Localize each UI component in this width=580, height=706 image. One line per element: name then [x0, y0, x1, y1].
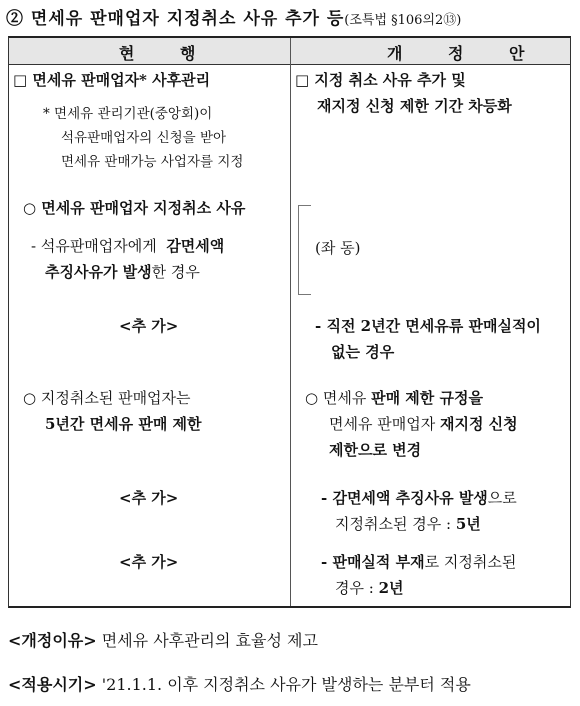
current-add1: <추 가>	[119, 317, 179, 335]
revised-new3-line2: 경우 : 2년	[335, 579, 404, 597]
current-add2: <추 가>	[119, 489, 179, 507]
header-current: 현 행	[119, 44, 216, 63]
current-note2: 석유판매업자의 신청을 받아	[61, 130, 227, 146]
title-main: ② 면세유 판매업자 지정취소 사유 추가 등	[6, 9, 345, 29]
same-bracket	[298, 205, 311, 295]
current-item3-line2: 5년간 면세유 판매 제한	[45, 415, 202, 433]
current-add3: <추 가>	[119, 553, 179, 571]
revised-new1-line1: - 직전 2년간 면세유류 판매실적이	[315, 317, 541, 335]
header-revised: 개 정 안	[387, 44, 545, 63]
effective-date	[8, 672, 471, 695]
revised-same: (좌 동)	[315, 239, 361, 257]
current-item2: ○ 면세유 판매업자 지정취소 사유	[23, 199, 246, 217]
section-title	[6, 4, 461, 29]
reason-label: <개정이유>	[8, 631, 97, 650]
revised-new3-line1: - 판매실적 부재로 지정취소된	[321, 553, 517, 571]
revised-item2-line1: ○ 면세유 판매 제한 규정을	[305, 389, 483, 407]
revised-item1-line1: □ 지정 취소 사유 추가 및	[295, 71, 466, 89]
apply-label: <적용시기>	[8, 675, 97, 694]
revised-item2-line3: 제한으로 변경	[329, 441, 422, 459]
current-item3-line1: ○ 지정취소된 판매업자는	[23, 389, 191, 407]
revision-reason	[8, 628, 318, 651]
revised-item1-line2: 재지정 신청 제한 기간 차등화	[317, 97, 512, 115]
revised-new1-line2: 없는 경우	[331, 343, 395, 361]
revised-new2-line1: - 감면세액 추징사유 발생으로	[321, 489, 517, 507]
current-sub1-line1: - 석유판매업자에게 감면세액	[31, 237, 225, 255]
current-sub1-line2: 추징사유가 발생한 경우	[45, 263, 200, 281]
revised-new2-line2: 지정취소된 경우 : 5년	[335, 515, 481, 533]
column-divider	[290, 38, 291, 606]
apply-text: '21.1.1. 이후 지정취소 사유가 발생하는 분부터 적용	[101, 675, 471, 694]
current-note3: 면세유 판매가능 사업자를 지정	[61, 154, 244, 170]
comparison-table	[8, 36, 571, 608]
revised-item2-line2: 면세유 판매업자 재지정 신청	[329, 415, 518, 433]
current-note1: * 면세유 관리기관(중앙회)이	[43, 106, 213, 122]
current-item1: □ 면세유 판매업자* 사후관리	[13, 71, 211, 89]
law-reference: (조특법 §106의2⑬)	[344, 13, 462, 28]
reason-text: 면세유 사후관리의 효율성 제고	[101, 631, 318, 650]
